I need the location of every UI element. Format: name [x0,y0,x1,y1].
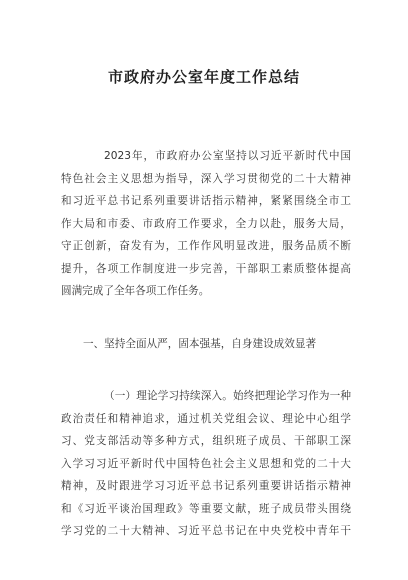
section-heading: 一、坚持全面从严，固本强基，自身建设成效显著 [83,338,317,350]
paragraph-line: 政治责任和精神追求，通过机关党组会议、理论中心组学 [61,412,351,425]
paragraph-line: 作大局和市委、市政府工作要求，全力以赴，服务大局， [61,217,351,230]
paragraph-line: 守正创新，奋发有为，工作作风明显改进，服务品质不断 [61,240,351,252]
paragraph-line: 学习党的二十大精神、习近平总书记在中央党校中青年干 [61,525,351,537]
paragraph-line: （一）理论学习持续深入。始终把理论学习作为一种 [104,390,351,402]
paragraph-line: 提升，各项工作制度进一步完善，干部职工素质整体提高 [61,262,351,275]
paragraph-line: 特色社会主义思想为指导，深入学习贯彻党的二十大精神 [61,172,351,185]
paragraph-line: 和习近平总书记系列重要讲话指示精神，紧紧围绕全市工 [61,195,351,207]
paragraph-line: 圆满完成了全年各项工作任务。 [61,285,210,297]
paragraph-line: 和《习近平谈治国理政》等重要文献，班子成员带头围绕 [61,502,351,515]
paragraph-line: 精神，及时跟进学习习近平总书记系列重要讲话指示精神 [61,480,351,492]
paragraph-line: 2023年，市政府办公室坚持以习近平新时代中国 [104,150,351,162]
intro-paragraph [61,145,351,303]
subsection-paragraph [61,385,351,543]
document-title: 市政府办公室年度工作总结 [107,68,300,86]
paragraph-line: 习、党支部活动等多种方式，组织班子成员、干部职工深 [61,435,351,447]
paragraph-line: 入学习习近平新时代中国特色社会主义思想和党的二十大 [61,457,351,470]
